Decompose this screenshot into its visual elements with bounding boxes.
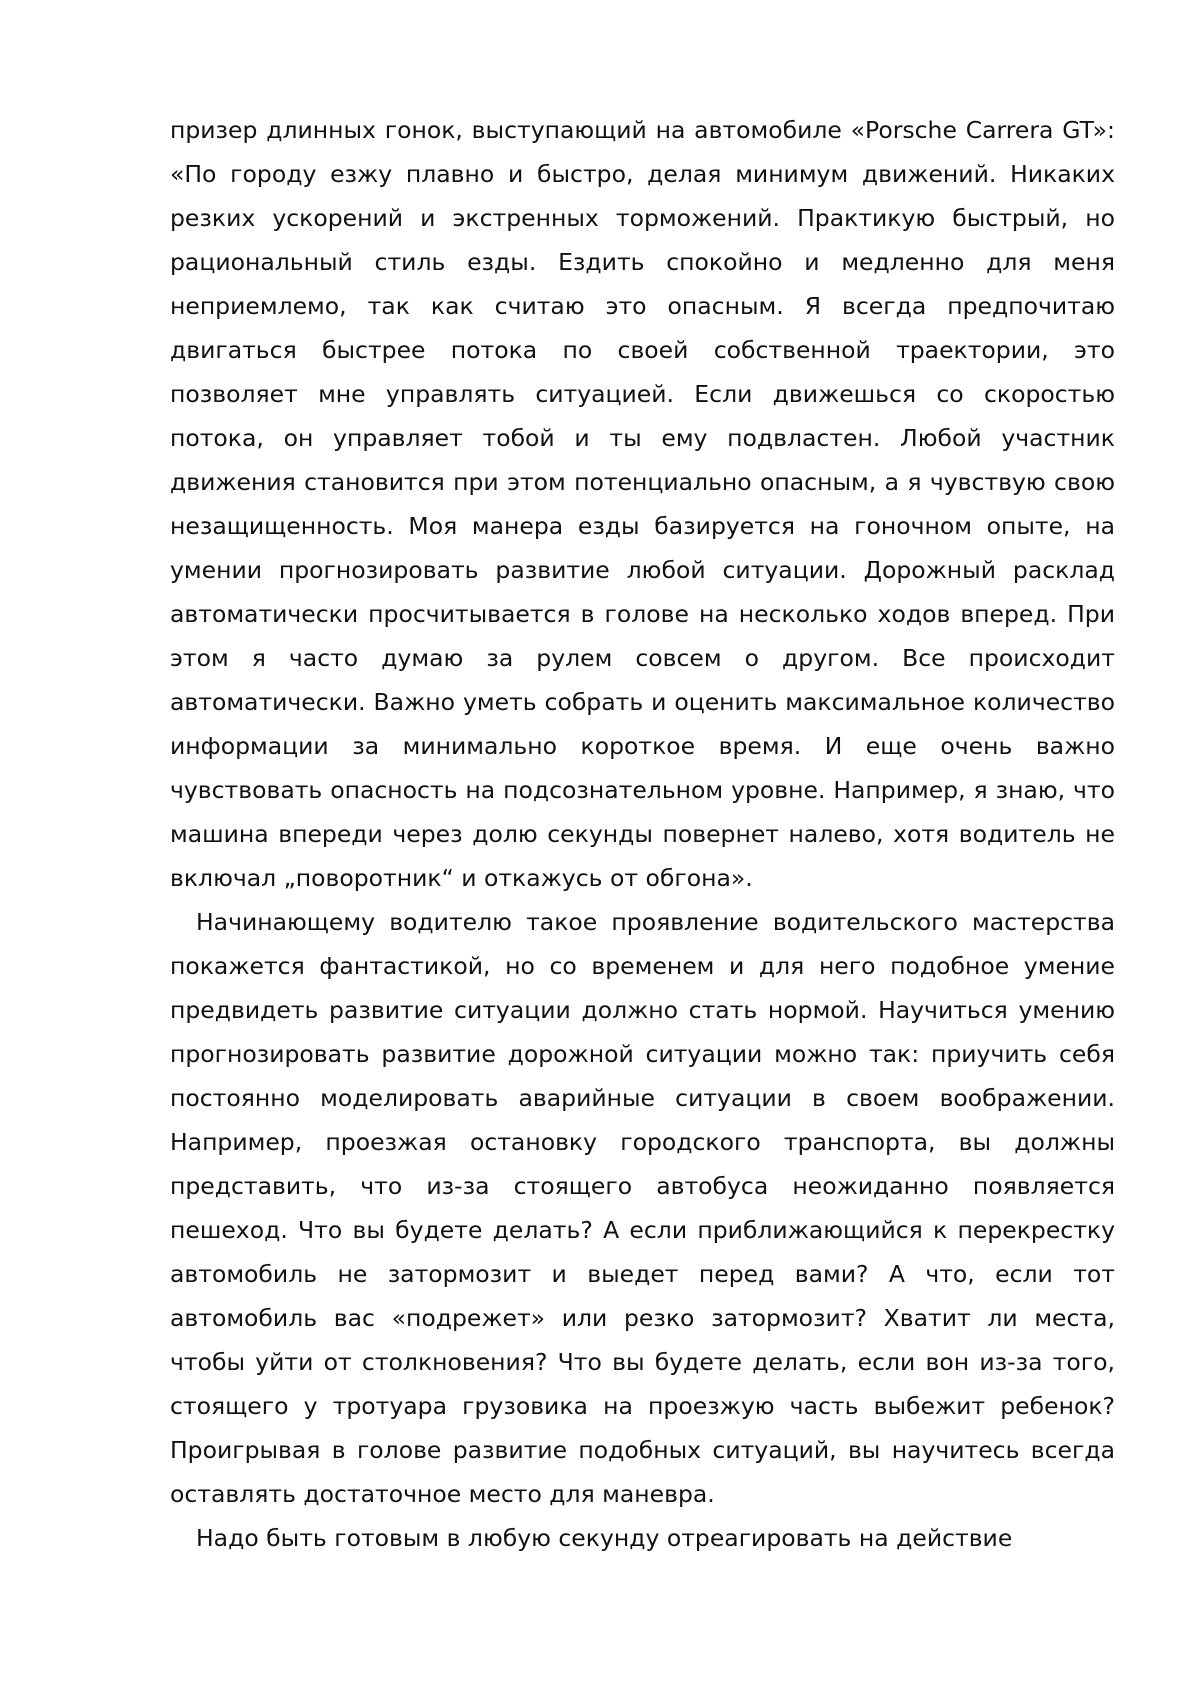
paragraph-3 [170,1516,1115,1560]
text-line: автомобиль не затормозит и выедет перед вами? А что, если тот [170,1260,1115,1288]
text-line: движения становится при этом потенциально опасным, а я чувствую [170,468,1046,496]
text-line: постоянно моделировать аварийные ситуации в своем воображении. [170,1084,1115,1112]
text-line: этом я часто думаю за рулем совсем о другом. Все происходит [170,644,1115,672]
text-line: GT»: «По городу езжу плавно и быстро, делая минимум движений. [170,116,1115,188]
text-line: Начинающему водителю такое проявление водительского мастерства [196,908,1115,936]
text-line: позволяет мне управлять ситуацией. Если движешься со скоростью [170,380,1115,408]
text-line: информации за минимально короткое время. И еще очень важно [170,732,1115,760]
text-line: представить, что из-за стоящего автобуса неожиданно появляется [170,1172,1115,1200]
text-line: Проигрывая в голове развитие подобных ситуаций, вы научитесь всегда [170,1436,1115,1464]
text-line: прогнозировать развитие дорожной ситуации можно так: приучить себя [170,1040,1115,1068]
text-line: что машина впереди через долю секунды повернет налево, хотя [170,776,1115,848]
text-line: предвидеть развитие ситуации должно стать нормой. Научиться умению [170,996,1115,1024]
text-line: на умении прогнозировать развитие любой ситуации. Дорожный расклад [170,512,1115,584]
text-line: Надо быть готовым в любую секунду отреагировать на действие [196,1524,1013,1552]
text-line: Никаких резких ускорений и экстренных торможений. Практикую [170,160,1115,232]
text-line: двигаться быстрее потока по своей собственной траектории, это [170,336,1115,364]
text-line: стоящего у тротуара грузовика на проезжую часть выбежит ребенок? [170,1392,1115,1420]
text-line: автоматически. Важно уметь собрать и оценить максимальное количество [170,688,1115,716]
text-line: пешеход. Что вы будете делать? А если приближающийся к перекрестку [170,1216,1115,1244]
text-line: меня неприемлемо, так как считаю это опасным. Я всегда предпочитаю [170,248,1115,320]
paragraph-2 [170,900,1115,1516]
paragraph-1 [170,108,1115,900]
text-line: водитель не включал „поворотник“ и откажусь от обгона». [170,820,1115,892]
text-line: свою незащищенность. Моя манера езды базируется на гоночном опыте, [170,468,1115,540]
text-line: автоматически просчитывается в голове на несколько ходов вперед. При [170,600,1115,628]
text-line: оставлять достаточное место для маневра. [170,1480,715,1508]
text-line: призер длинных гонок, выступающий на автомобиле «Porsche Carrera [170,116,1054,144]
text-line: чувствовать опасность на подсознательном уровне. Например, я знаю, [170,776,1066,804]
text-line: потока, он управляет тобой и ты ему подвластен. Любой участник [170,424,1115,452]
document-page [170,108,1115,1560]
text-line: быстрый, но рациональный стиль езды. Ездить спокойно и медленно для [170,204,1115,276]
text-line: покажется фантастикой, но со временем и для него подобное умение [170,952,1115,980]
text-line: чтобы уйти от столкновения? Что вы будете делать, если вон из-за того, [170,1348,1115,1376]
text-line: Например, проезжая остановку городского транспорта, вы должны [170,1128,1115,1156]
text-line: автомобиль вас «подрежет» или резко затормозит? Хватит ли места, [170,1304,1115,1332]
